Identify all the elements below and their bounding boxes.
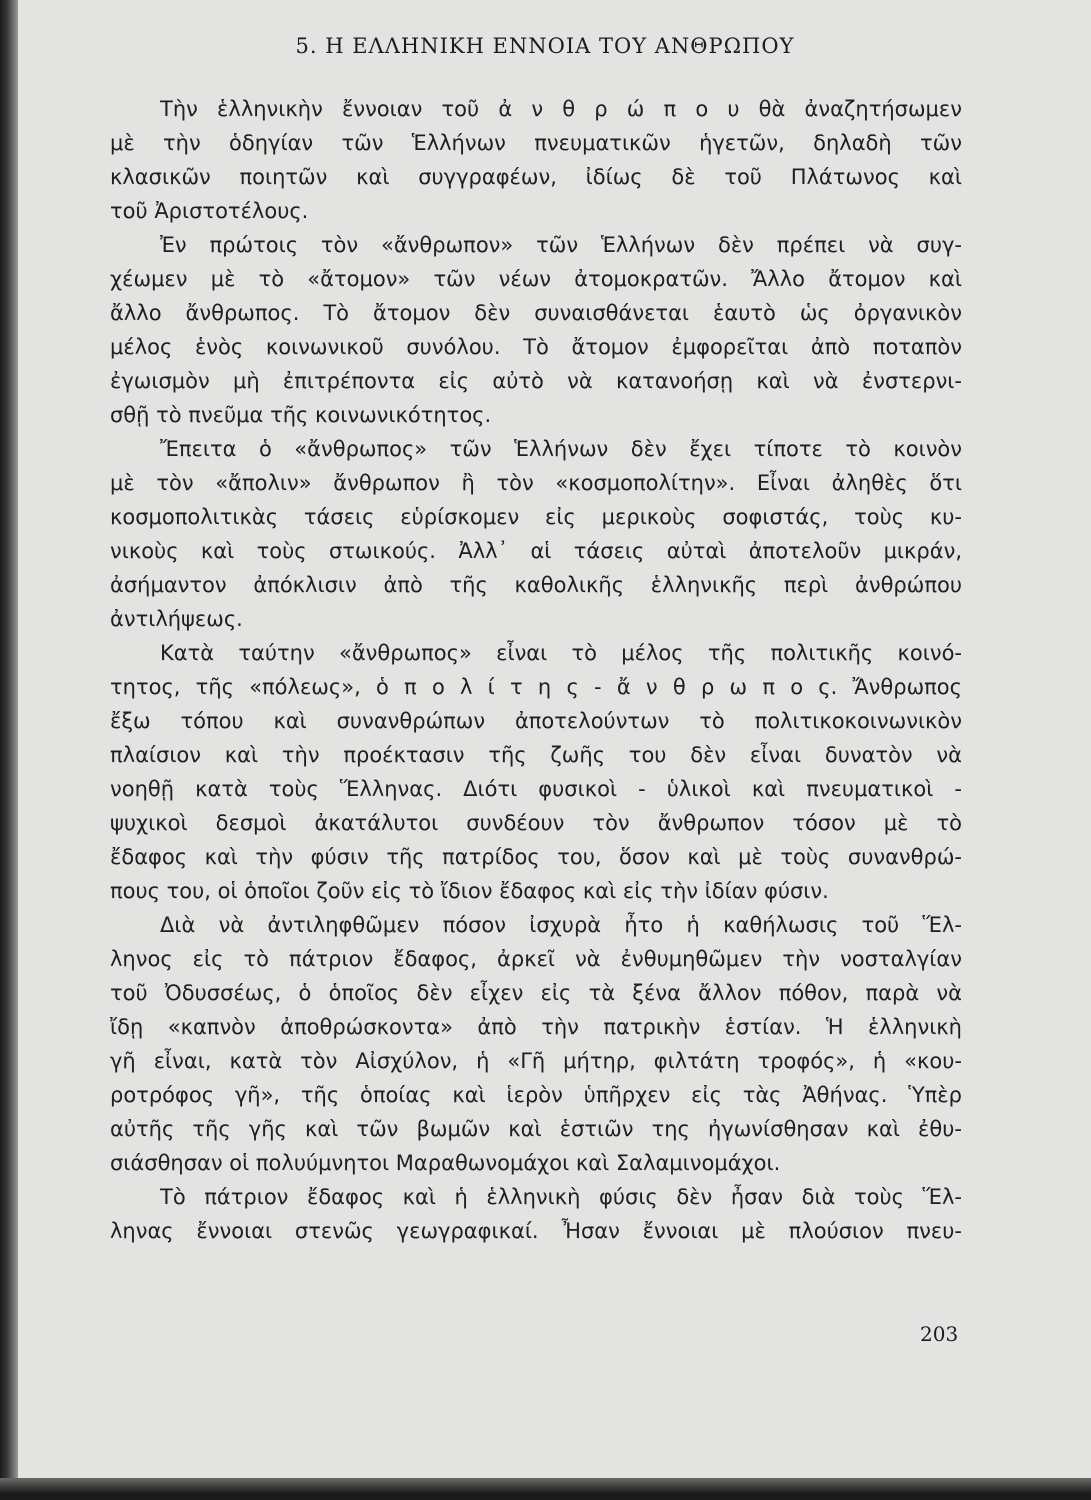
text-line: μὲ τὸν «ἄπολιν» ἄνθρωπον ἢ τὸν «κοσμοπολίτην». Εἶναι ἀληθὲς ὅτι	[110, 471, 962, 495]
text-line: νικοὺς καὶ τοὺς στωικούς. Ἀλλ᾿ αἱ τάσεις αὐταὶ ἀποτελοῦν μικράν,	[110, 539, 962, 563]
text-line: κοσμοπολιτικὰς τάσεις εὑρίσκομεν εἰς μερικοὺς σοφιστάς, τοὺς κυ-	[110, 505, 962, 529]
text-line: μέλος ἑνὸς κοινωνικοῦ συνόλου. Τὸ ἄτομον ἐμφορεῖται ἀπὸ ποταπὸν	[110, 335, 962, 359]
text-line: ληνας ἔννοιαι στενῶς γεωγραφικαί. Ἦσαν ἔννοιαι μὲ πλούσιον πνευ-	[110, 1219, 962, 1243]
text-line: κλασικῶν ποιητῶν καὶ συγγραφέων, ἰδίως δὲ τοῦ Πλάτωνος καὶ	[110, 165, 962, 189]
text-line: μὲ τὴν ὁδηγίαν τῶν Ἑλλήνων πνευματικῶν ἡγετῶν, δηλαδὴ τῶν	[110, 131, 962, 155]
text-line: ἀντιλήψεως.	[110, 607, 243, 631]
text-line: ἐγωισμὸν μὴ ἐπιτρέποντα εἰς αὐτὸ νὰ κατανοήσῃ καὶ νὰ ἐνστερνι-	[110, 369, 962, 393]
text-line: σθῇ τὸ πνεῦμα τῆς κοινωνικότητος.	[110, 403, 492, 427]
text-line: νοηθῇ κατὰ τοὺς Ἕλληνας. Διότι φυσικοὶ - ὑλικοὶ καὶ πνευματικοὶ -	[110, 777, 962, 801]
text-line: ἴδῃ «καπνὸν ἀποθρώσκοντα» ἀπὸ τὴν πατρικὴν ἑστίαν. Ἡ ἑλληνικὴ	[110, 1015, 962, 1039]
book-gutter-shadow	[0, 0, 18, 1500]
text-line: ἔξω τόπου καὶ συνανθρώπων ἀποτελούντων τὸ πολιτικοκοινωνικὸν	[110, 709, 962, 733]
body-text	[110, 92, 962, 1248]
text-line: ἀσήμαντον ἀπόκλισιν ἀπὸ τῆς καθολικῆς ἑλληνικῆς περὶ ἀνθρώπου	[110, 573, 962, 597]
paragraph	[110, 1180, 962, 1248]
scan-bottom-edge	[0, 1478, 1091, 1500]
text-line: χέωμεν μὲ τὸ «ἄτομον» τῶν νέων ἀτομοκρατῶν. Ἄλλο ἄτομον καὶ	[110, 267, 962, 291]
text-line: ροτρόφος γῆ», τῆς ὁποίας καὶ ἱερὸν ὑπῆρχεν εἰς τὰς Ἀθήνας. Ὑπὲρ	[110, 1083, 962, 1107]
page-number: 203	[920, 1322, 959, 1346]
paragraph	[110, 92, 962, 228]
text-line: τητος, τῆς «πόλεως», ὁ π ο λ ί τ η ς - ἄ ν θ ρ ω π ο ς. Ἄνθρωπος	[110, 675, 962, 699]
text-line: γῆ εἶναι, κατὰ τὸν Αἰσχύλον, ἡ «Γῆ μήτηρ, φιλτάτη τροφός», ἡ «κου-	[110, 1049, 962, 1073]
text-line: ἔδαφος καὶ τὴν φύσιν τῆς πατρίδος του, ὅσον καὶ μὲ τοὺς συνανθρώ-	[110, 845, 962, 869]
text-line: τοῦ Ἀριστοτέλους.	[110, 199, 309, 223]
text-line: πους του, οἱ ὁποῖοι ζοῦν εἰς τὸ ἴδιον ἔδαφος καὶ εἰς τὴν ἰδίαν φύσιν.	[110, 879, 829, 903]
paragraph	[110, 228, 962, 432]
text-line: σιάσθησαν οἱ πολυύμνητοι Μαραθωνομάχοι καὶ Σαλαμινομάχοι.	[110, 1151, 781, 1175]
text-line: ἄλλο ἄνθρωπος. Τὸ ἄτομον δὲν συναισθάνεται ἑαυτὸ ὡς ὀργανικὸν	[110, 301, 962, 325]
text-line: πλαίσιον καὶ τὴν προέκτασιν τῆς ζωῆς του δὲν εἶναι δυνατὸν νὰ	[110, 743, 962, 767]
text-line: Ἔπειτα ὁ «ἄνθρωπος» τῶν Ἑλλήνων δὲν ἔχει τίποτε τὸ κοινὸν	[160, 437, 962, 461]
paragraph	[110, 432, 962, 636]
text-line: Τὸ πάτριον ἔδαφος καὶ ἡ ἑλληνικὴ φύσις δὲν ἦσαν διὰ τοὺς Ἕλ-	[160, 1185, 962, 1209]
paragraph	[110, 636, 962, 908]
text-line: Διὰ νὰ ἀντιληφθῶμεν πόσον ἰσχυρὰ ἦτο ἡ καθήλωσις τοῦ Ἕλ-	[160, 913, 962, 937]
section-heading: 5. Η ΕΛΛΗΝΙΚΗ ΕΝΝΟΙΑ ΤΟΥ ΑΝΘΡΩΠΟΥ	[295, 34, 795, 58]
text-line: τοῦ Ὀδυσσέως, ὁ ὁποῖος δὲν εἶχεν εἰς τὰ ξένα ἄλλον πόθον, παρὰ νὰ	[110, 981, 962, 1005]
text-line: Κατὰ ταύτην «ἄνθρωπος» εἶναι τὸ μέλος τῆς πολιτικῆς κοινό-	[160, 641, 962, 665]
text-line: ληνος εἰς τὸ πάτριον ἔδαφος, ἀρκεῖ νὰ ἐνθυμηθῶμεν τὴν νοσταλγίαν	[110, 947, 962, 971]
text-line: αὐτῆς τῆς γῆς καὶ τῶν βωμῶν καὶ ἑστιῶν της ἠγωνίσθησαν καὶ ἐθυ-	[110, 1117, 962, 1141]
text-line: Ἐν πρώτοις τὸν «ἄνθρωπον» τῶν Ἑλλήνων δὲν πρέπει νὰ συγ-	[160, 233, 962, 257]
text-line: Τὴν ἑλληνικὴν ἔννοιαν τοῦ ἀ ν θ ρ ώ π ο υ θὰ ἀναζητήσωμεν	[160, 97, 962, 121]
text-line: ψυχικοὶ δεσμοὶ ἀκατάλυτοι συνδέουν τὸν ἄνθρωπον τόσον μὲ τὸ	[110, 811, 962, 835]
paragraph	[110, 908, 962, 1180]
